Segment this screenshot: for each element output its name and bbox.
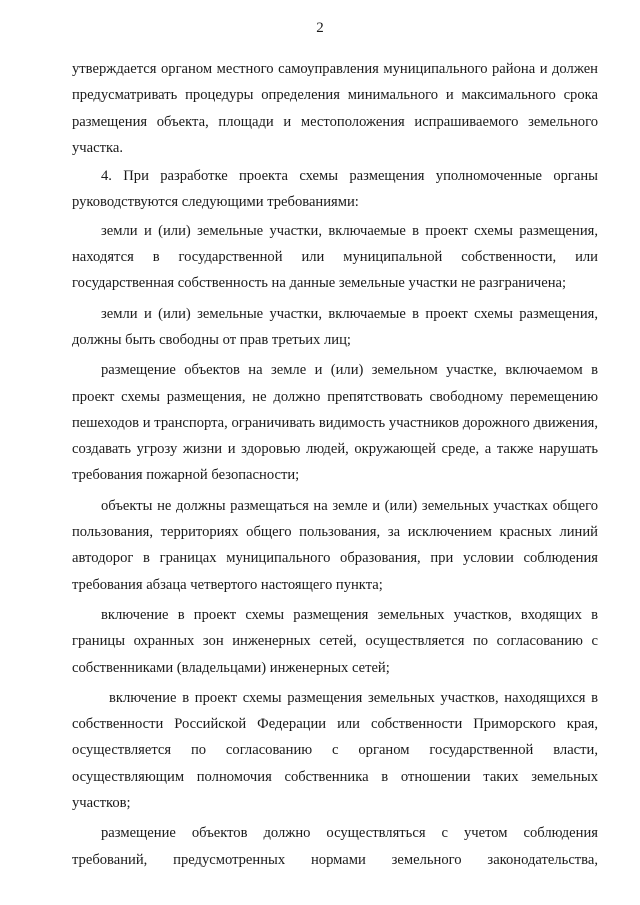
paragraph-requirement-land-legislation: размещение объектов должно осуществляться с учетом соблюдения требований, предусмотренных нормами земельного законодательства, <box>72 825 598 868</box>
paragraph-item-4: 4. При разработке проекта схемы размещения уполномоченные органы руководствуются следующими требованиями: <box>72 168 598 211</box>
paragraph-requirement-federal-property: включение в проект схемы размещения земельных участков, находящихся в собственности Российской Федерации или собственности Приморского края, осуществляется по согласованию с органом государственной власти, осуществляющим полномочия собственника в отношении таких земельных участков; <box>72 689 598 812</box>
paragraph-requirement-public-use: объекты не должны размещаться на земле и (или) земельных участках общего пользования, территориях общего пользования, за исключением красных линий автодорог в границах муниципального образования, при условии соблюдения требования абзаца четвертого настоящего пункта; <box>72 497 598 593</box>
paragraph-requirement-engineering-networks: включение в проект схемы размещения земельных участков, входящих в границы охранных зон инженерных сетей, осуществляется по согласованию с собственниками (владельцами) инженерных сетей; <box>72 606 598 676</box>
document-body <box>72 56 598 875</box>
paragraph-continuation: утверждается органом местного самоуправления муниципального района и должен предусматривать процедуры определения минимального и максимального срока размещения объекта, площади и местоположения испрашиваемого земельного участка. <box>72 61 598 156</box>
paragraph-requirement-no-obstruction: размещение объектов на земле и (или) земельном участке, включаемом в проект схемы размещения, не должно препятствовать свободному перемещению пешеходов и транспорта, ограничивать видимость участников дорожного движения, создавать угрозу жизни и здоровью людей, окружающей среде, а также нарушать требования пожарной безопасности; <box>72 362 598 484</box>
paragraph-requirement-free-rights: земли и (или) земельные участки, включаемые в проект схемы размещения, должны быть свободны от прав третьих лиц; <box>72 305 598 348</box>
paragraph-requirement-state-ownership: земли и (или) земельные участки, включаемые в проект схемы размещения, находятся в государственной или муниципальной собственности, или государственная собственность на данные земельные участки не разграничена; <box>72 222 598 292</box>
page-number: 2 <box>316 20 324 36</box>
